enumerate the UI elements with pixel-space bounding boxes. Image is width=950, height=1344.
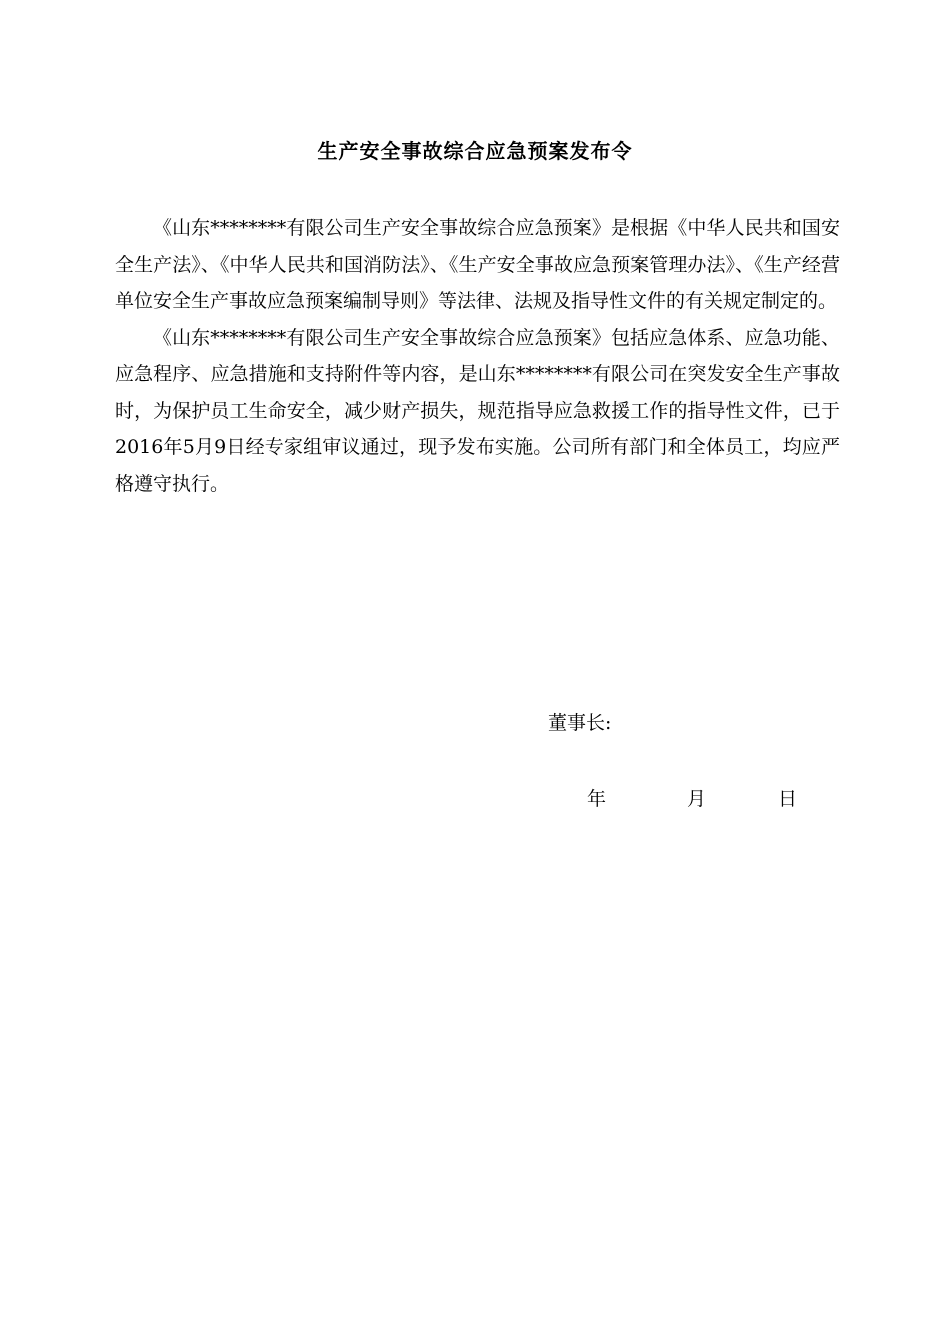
paragraph-legal-basis: 《山东********有限公司生产安全事故综合应急预案》是根据《中华人民共和国安全生产法》、《中华人民共和国消防法》、《生产安全事故应急预案管理办法》、《生产经营单位安全生产事故应急预案编制导则》等法律、法规及指导性文件的有关规定制定的。 bbox=[115, 217, 840, 312]
date-day-label: 日 bbox=[778, 788, 798, 810]
date-year-label: 年 bbox=[587, 788, 607, 810]
date-line bbox=[0, 784, 950, 814]
document-title: 生产安全事故综合应急预案发布令 bbox=[317, 139, 633, 163]
signature-label: 董事长: bbox=[548, 712, 612, 734]
paragraph-scope-and-enforcement: 《山东********有限公司生产安全事故综合应急预案》包括应急体系、应急功能、应急程序、应急措施和支持附件等内容，是山东********有限公司在突发安全生产事故时，为保护员工生命安全，减少财产损失，规范指导应急救援工作的指导性文件，已于2016年5月9日经专家组审议通过，现予发布实施。公司所有部门和全体员工，均应严格遵守执行。 bbox=[115, 326, 840, 495]
date-month-label: 月 bbox=[687, 788, 707, 810]
document-body bbox=[115, 210, 840, 502]
